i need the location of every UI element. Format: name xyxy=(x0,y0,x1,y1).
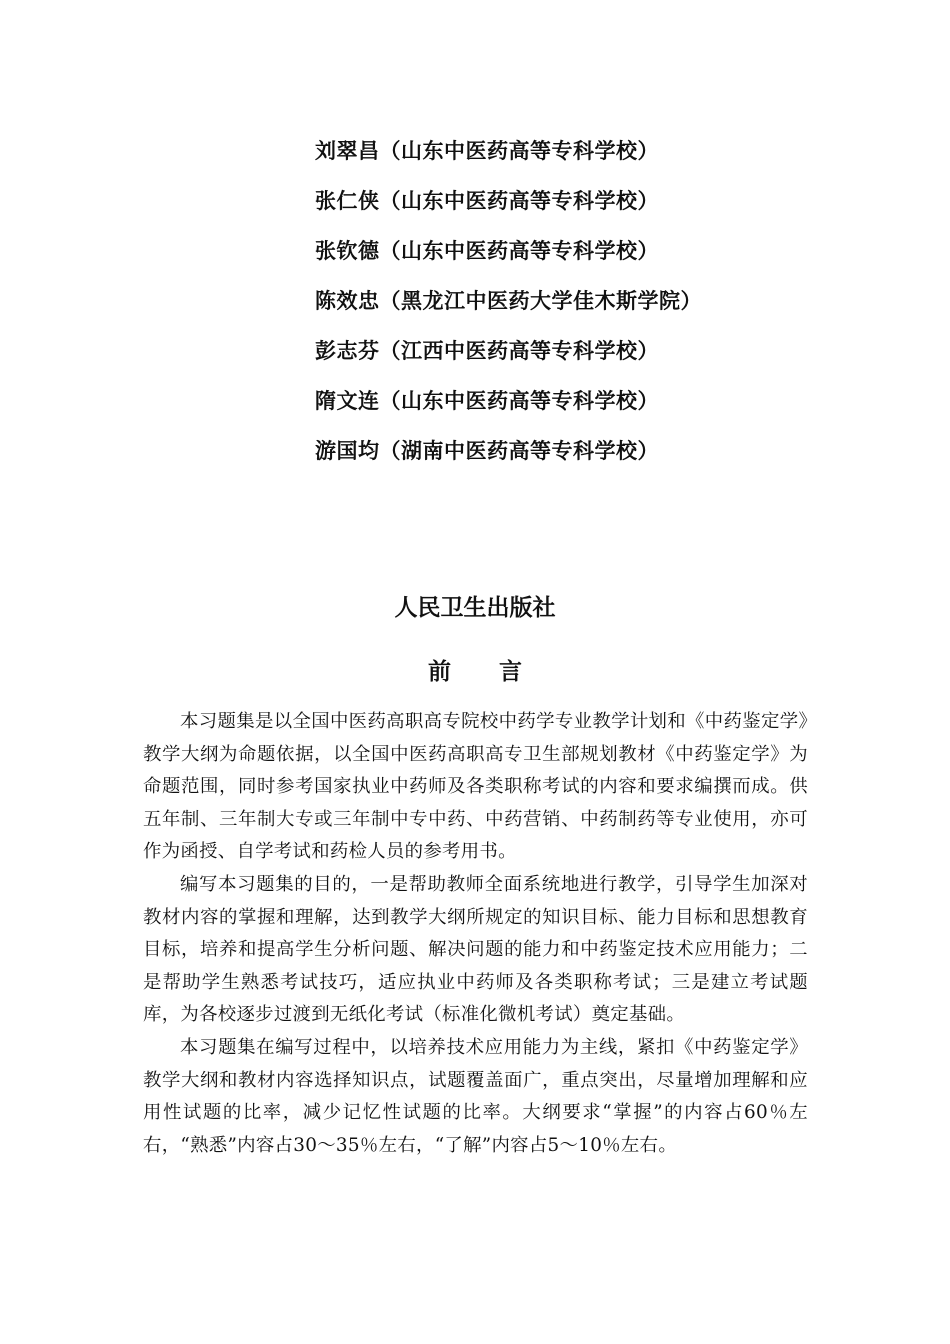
preface-title: 前言 xyxy=(428,659,570,685)
author-entry: 陈效忠（黑龙江中医药大学佳木斯学院） xyxy=(315,289,702,313)
preface-paragraph: 编写本习题集的目的，一是帮助教师全面系统地进行教学，引导学生加深对教材内容的掌握和理解，达到教学大纲所规定的知识目标、能力目标和思想教育目标，培养和提高学生分析问题、解决问题的能力和中药鉴定技术应用能力；二是帮助学生熟悉考试技巧，适应执业中药师及各类职称考试；三是建立考试题库，为各校逐步过渡到无纸化考试（标准化微机考试）奠定基础。 xyxy=(143,873,808,1026)
author-entry: 张钦德（山东中医药高等专科学校） xyxy=(315,239,659,263)
author-entry: 游国均（湖南中医药高等专科学校） xyxy=(315,439,659,463)
author-entry: 刘翠昌（山东中医药高等专科学校） xyxy=(315,139,659,163)
author-entry: 张仁侠（山东中医药高等专科学校） xyxy=(315,189,659,213)
author-entry: 彭志芬（江西中医药高等专科学校） xyxy=(315,339,659,363)
preface-paragraph: 本习题集是以全国中医药高职高专院校中药学专业教学计划和《中药鉴定学》教学大纲为命题依据，以全国中医药高职高专卫生部规划教材《中药鉴定学》为命题范围，同时参考国家执业中药师及各类职称考试的内容和要求编撰而成。供五年制、三年制大专或三年制中专中药、中药营销、中药制药等专业使用，亦可作为函授、自学考试和药检人员的参考用书。 xyxy=(143,711,808,863)
preface-paragraph: 本习题集在编写过程中，以培养技术应用能力为主线，紧扣《中药鉴定学》教学大纲和教材内容选择知识点，试题覆盖面广，重点突出，尽量增加理解和应用性试题的比率，减少记忆性试题的比率。大纲要求“掌握”的内容占60％左右，“熟悉”内容占30～35％左右，“了解”内容占5～10％左右。 xyxy=(143,1036,808,1156)
author-list xyxy=(315,136,702,486)
publisher-name: 人民卫生出版社 xyxy=(394,595,556,621)
preface-body xyxy=(143,706,808,1162)
author-entry: 隋文连（山东中医药高等专科学校） xyxy=(315,389,659,413)
